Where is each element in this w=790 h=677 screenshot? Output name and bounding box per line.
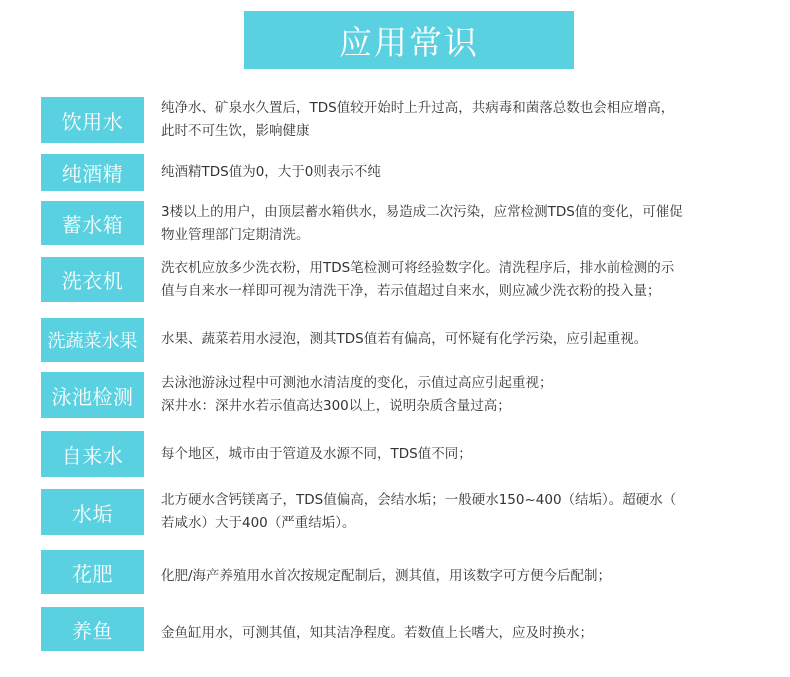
item-description <box>161 201 751 247</box>
item-description <box>161 257 751 303</box>
list-item <box>41 97 751 143</box>
item-description-line: 洗衣机应放多少洗衣粉，用TDS笔检测可将经验数字化。清洗程序后，排水前检测的示 <box>161 260 675 276</box>
list-item <box>41 154 751 191</box>
item-description <box>161 318 751 351</box>
item-label: 水垢 <box>41 489 144 535</box>
list-item <box>41 550 751 594</box>
item-description <box>161 154 751 184</box>
item-description-line: 纯酒精TDS值为0，大于0则表示不纯 <box>161 164 381 180</box>
item-label: 洗衣机 <box>41 257 144 302</box>
item-description-line: 此时不可生饮，影响健康 <box>161 123 310 139</box>
item-description <box>161 607 751 645</box>
list-item <box>41 489 751 535</box>
list-item <box>41 257 751 303</box>
item-description-line: 深井水：深井水若示值高达300以上，说明杂质含量过高； <box>161 398 511 414</box>
item-description <box>161 489 751 535</box>
item-description-line: 去泳池游泳过程中可测池水清洁度的变化，示值过高应引起重视； <box>161 375 553 391</box>
item-label: 洗蔬菜水果 <box>41 318 144 362</box>
item-description-line: 纯净水、矿泉水久置后，TDS值较开始时上升过高，共病毒和菌落总数也会相应增高， <box>161 100 675 116</box>
item-label: 养鱼 <box>41 607 144 651</box>
list-item <box>41 318 751 362</box>
item-description <box>161 431 751 466</box>
item-description-line: 物业管理部门定期清洗。 <box>161 227 310 243</box>
list-item <box>41 431 751 477</box>
item-label: 泳池检测 <box>41 372 144 418</box>
item-label: 花肥 <box>41 550 144 594</box>
item-label: 饮用水 <box>41 97 144 143</box>
list-item <box>41 372 751 418</box>
item-description-line: 值与自来水一样即可视为清洗干净，若示值超过自来水，则应减少洗衣粉的投入量； <box>161 283 661 299</box>
item-description-line: 化肥/海产养殖用水首次按规定配制后，测其值，用该数字可方便今后配制； <box>161 568 612 584</box>
item-description-line: 3楼以上的用户，由顶层蓄水箱供水，易造成二次污染，应常检测TDS值的变化，可催促 <box>161 204 683 220</box>
page-title: 应用常识 <box>244 11 574 69</box>
item-label: 纯酒精 <box>41 154 144 191</box>
item-description <box>161 550 751 588</box>
item-description-line: 水果、蔬菜若用水浸泡，测其TDS值若有偏高，可怀疑有化学污染，应引起重视。 <box>161 331 648 347</box>
item-description-line: 金鱼缸用水，可测其值，知其洁净程度。若数值上长嗜大，应及时换水； <box>161 625 593 641</box>
list-item <box>41 607 751 651</box>
item-description-line: 北方硬水含钙镁离子，TDS值偏高，会结水垢；一般硬水150~400（结垢）。超硬水（ <box>161 492 677 508</box>
list-item <box>41 201 751 247</box>
item-label: 自来水 <box>41 431 144 477</box>
item-label: 蓄水箱 <box>41 201 144 245</box>
item-description <box>161 372 751 418</box>
item-description-line: 每个地区，城市由于管道及水源不同，TDS值不同； <box>161 446 472 462</box>
item-description-line: 若咸水）大于400（严重结垢）。 <box>161 515 356 531</box>
item-description <box>161 97 751 143</box>
